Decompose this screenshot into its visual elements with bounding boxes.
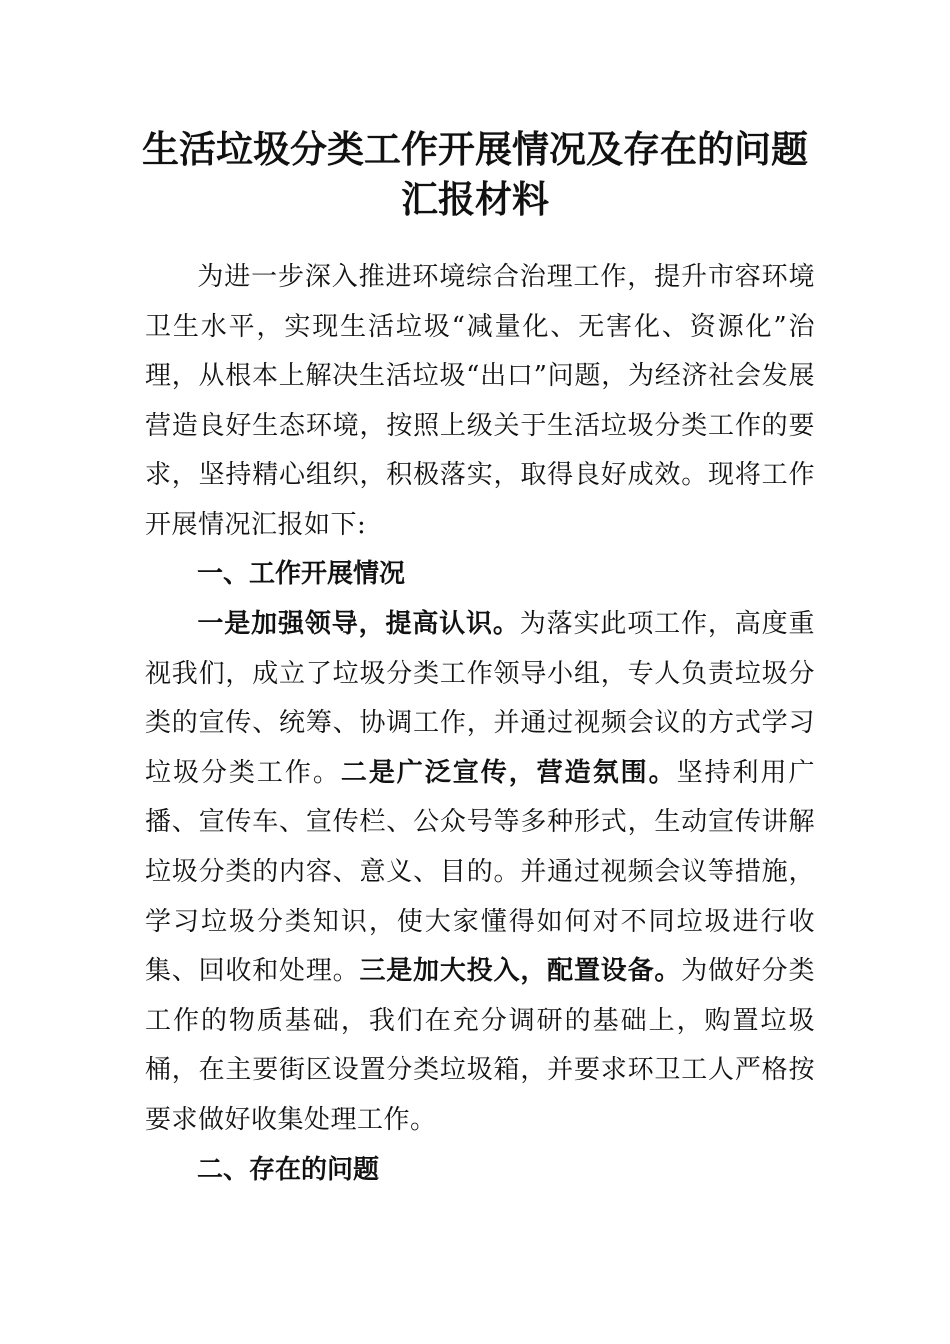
point-2-lead: 二是广泛宣传，营造氛围。 (340, 757, 677, 788)
section-heading-existing-problems: 二、存在的问题 (197, 1155, 380, 1185)
point-2-text: 坚持利用广播、宣传车、宣传栏、公众号等多种形式，生动宣传讲解垃圾分类的内容、意义、目的。并通过视频会议等措施，学习垃圾分类知识，使大家懂得如何对不同垃圾进行收集、回收和处理。 (145, 757, 815, 987)
section-heading-work-progress: 一、工作开展情况 (197, 559, 406, 589)
document-title-line-2: 汇报材料 (401, 177, 549, 221)
intro-paragraph-text: 为进一步深入推进环境综合治理工作，提升市容环境卫生水平，实现生活垃圾“减量化、无害化、资源化”治理，从根本上解决生活垃圾“出口”问题，为经济社会发展营造良好生态环境，按照上级关于生活垃圾分类工作的要求，坚持精心组织，积极落实，取得良好成效。现将工作开展情况汇报如下: (145, 262, 815, 540)
document-title-line-1: 生活垃圾分类工作开展情况及存在的问题 (142, 127, 808, 171)
work-progress-paragraph (145, 600, 815, 1146)
point-1-text: 为落实此项工作，高度重视我们，成立了垃圾分类工作领导小组，专人负责垃圾分类的宣传、统筹、协调工作，并通过视频会议的方式学习垃圾分类工作。 (145, 609, 815, 788)
point-3-lead: 三是加大投入，配置设备。 (359, 956, 682, 987)
intro-paragraph (145, 253, 815, 551)
point-1-lead: 一是加强领导，提高认识。 (197, 609, 520, 639)
point-3-text: 为做好分类工作的物质基础，我们在充分调研的基础上，购置垃圾桶，在主要街区设置分类垃圾箱，并要求环卫工人严格按要求做好收集处理工作。 (145, 956, 815, 1135)
